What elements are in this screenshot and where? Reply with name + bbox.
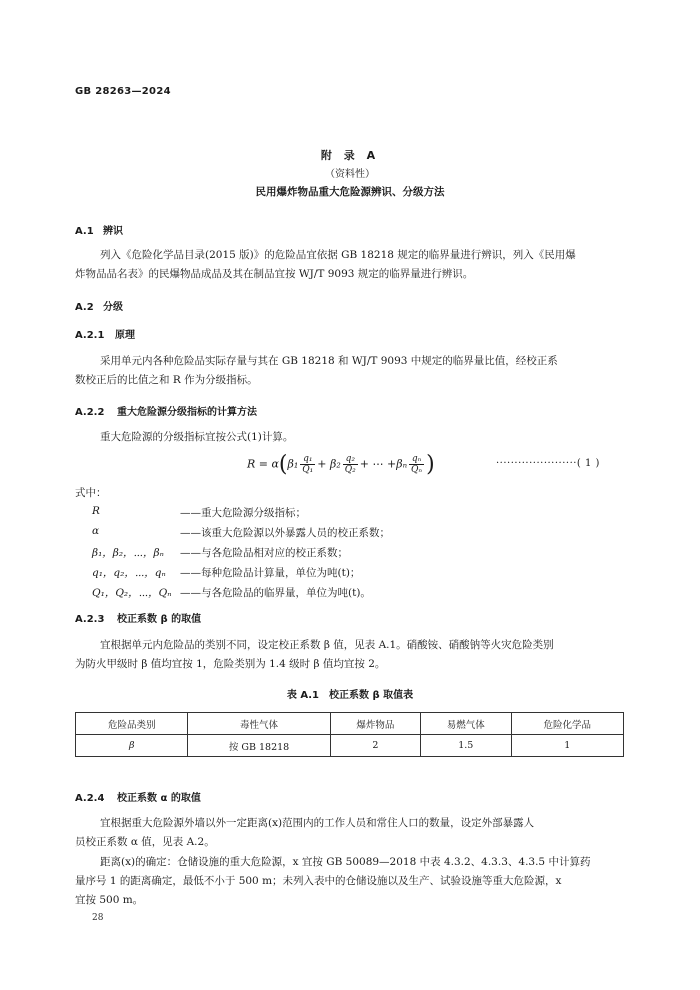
table-cell: 1 [511,735,623,757]
formula-number: ······················( 1 ) [496,458,600,469]
symbol-description: ——每种危险品计算量，单位为吨(t)； [180,567,361,579]
fraction: $\frac{\text{qₙ}}{\text{Qₙ}}$ [411,454,423,475]
symbol: R [92,505,100,517]
symbol-description: ——与各危险品相对应的校正系数； [180,547,348,559]
formula-coef: + β₂ [317,457,341,471]
section-number: A.2 [75,302,94,313]
section-title: 校正系数 β 的取值 [117,614,202,625]
table-a1 [75,712,624,757]
paragraph-line: 采用单元内各种危险品实际存量与其在 GB 18218 和 WJ/T 9093 中规定的临界量比值，经校正系 [100,355,558,367]
section-number: A.2.1 [75,330,105,341]
section-a1-heading [75,222,123,237]
section-a23-heading [75,610,201,625]
table-header-row [76,713,624,735]
section-a2-heading [75,298,123,313]
section-number: A.2.4 [75,793,105,804]
table-header-cell: 易燃气体 [421,713,511,735]
section-number: A.2.2 [75,407,105,418]
table-cell: 按 GB 18218 [188,735,330,757]
table-header-cell: 危险化学品 [511,713,623,735]
appendix-title: 附 录 A [320,149,380,162]
section-number: A.2.3 [75,614,105,625]
table-header-cell: 爆炸物品 [330,713,420,735]
symbol: q₁，q₂，⋯，qₙ [92,567,166,579]
formula-coef: βₙ [396,457,408,471]
symbol-description: ——该重大危险源以外暴露人员的校正系数； [180,527,390,539]
section-a24-heading [75,789,201,804]
fraction: $\frac{\text{q₂}}{\text{Q₂}}$ [344,454,356,475]
table-row [76,735,624,757]
paragraph-line: 数校正后的比值之和 R 作为分级指标。 [75,374,258,386]
section-a21-heading [75,326,135,341]
paragraph-line: 重大危险源的分级指标宜按公式(1)计算。 [100,431,294,443]
where-label: 式中： [75,487,107,499]
section-title: 辨识 [103,226,123,237]
section-title: 分级 [103,302,123,313]
symbol: α [92,525,100,537]
appendix-subtitle: 民用爆炸物品重大危险源辨识、分级方法 [255,186,445,198]
symbol: β₁，β₂，⋯，βₙ [92,547,164,559]
page-number: 28 [92,913,104,923]
fraction: $\frac{\text{q₁}}{\text{Q₁}}$ [302,454,314,475]
table-caption: 表 A.1 校正系数 β 取值表 [286,690,414,701]
paragraph-line: 为防火甲级时 β 值均宜按 1，危险类别为 1.4 级时 β 值均宜按 2。 [75,658,386,670]
paragraph-line: 量序号 1 的距离确定，最低不小于 500 m；未列入表中的仓储设施以及生产、试验设施等重大危险源，x [75,875,562,887]
symbol-description: ——重大危险源分级指标； [180,507,306,519]
table-header-cell: 毒性气体 [188,713,330,735]
formula-coef: β₁ [287,457,299,471]
symbol: Q₁，Q₂，⋯，Qₙ [92,587,172,599]
formula-1: R = α(β₁ $\frac{\text{q₁}}{\text{Q₁}}$ + β₂ $\frac{\text{q₂}}{\text{Q₂}}$ + ⋯ +βₙ $\frac{\text{qₙ}}{\text{Qₙ}}$ ) [247,452,435,477]
paragraph-line: 宜根据重大危险源外墙以外一定距离(x)范围内的工作人员和常住人口的数量，设定外部暴露人 [100,817,535,829]
table-cell: β [76,735,188,757]
paragraph-line: 列入《危险化学品目录(2015 版)》的危险品宜依据 GB 18218 规定的临界量进行辨识，列入《民用爆 [100,249,576,261]
formula-lhs: R = α [247,457,279,471]
paragraph-line: 距离(x)的确定：仓储设施的重大危险源，x 宜按 GB 50089—2018 中表 4.3.2、4.3.3、4.3.5 中计算药 [100,856,591,868]
symbol-description: ——与各危险品的临界量，单位为吨(t)。 [180,587,371,599]
table-header-cell: 危险品类别 [76,713,188,735]
paragraph-line: 宜根据单元内危险品的类别不同，设定校正系数 β 值，见表 A.1。硝酸铵、硝酸钠等火灾危险类别 [100,639,554,651]
section-title: 原理 [115,330,135,341]
section-title: 校正系数 α 的取值 [117,793,201,804]
paragraph-line: 宜按 500 m。 [75,894,144,906]
appendix-nature: （资料性） [325,169,375,180]
paragraph-line: 炸物品品名表》的民爆物品成品及其在制品宜按 WJ/T 9093 规定的临界量进行辨识。 [75,268,474,280]
section-a22-heading [75,403,257,418]
table-cell: 2 [330,735,420,757]
paragraph-line: 员校正系数 α 值，见表 A.2。 [75,836,215,848]
table-cell: 1.5 [421,735,511,757]
standard-number: GB 28263—2024 [75,86,171,97]
formula-dots: + ⋯ + [359,457,397,471]
section-number: A.1 [75,226,94,237]
section-title: 重大危险源分级指标的计算方法 [117,407,257,418]
